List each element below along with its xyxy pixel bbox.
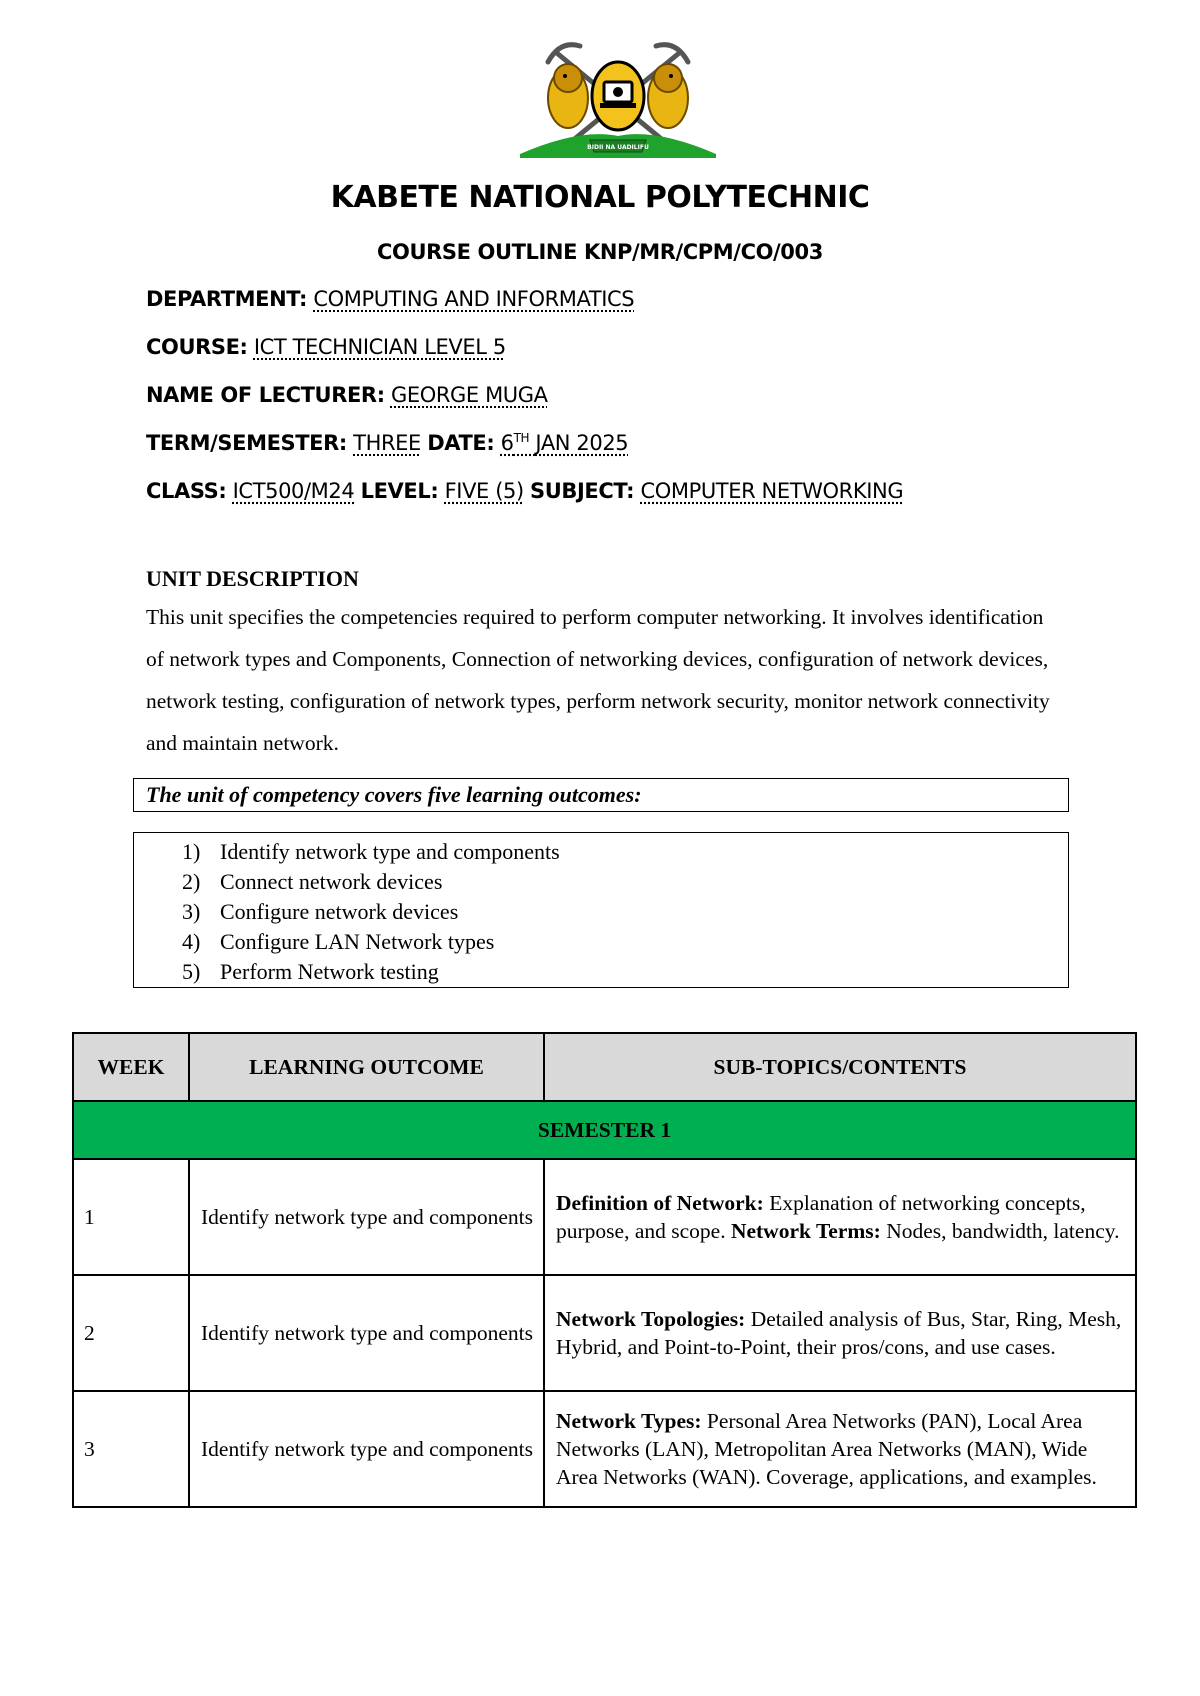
header-week: WEEK <box>73 1033 189 1101</box>
contents-text: Personal Area Networks (PAN), Local Area Networks (LAN), Metropolitan Area Networks (MAN), Wide Area Networks (WAN). Coverage, applications, and examples. <box>556 1409 1097 1489</box>
list-item <box>134 897 1068 927</box>
term-label: TERM/SEMESTER: <box>146 431 347 455</box>
shield-laptop-icon <box>592 62 644 130</box>
date-label: DATE: <box>427 431 495 455</box>
contents-bold: Network Topologies: <box>556 1307 746 1331</box>
contents-bold: Network Terms: <box>730 1219 881 1243</box>
term-value: THREE <box>353 431 421 455</box>
table-row <box>73 1275 1136 1391</box>
contents-text: Detailed analysis of Bus, Star, Ring, Mesh, Hybrid, and Point-to-Point, their pros/cons, and use cases. <box>556 1307 1122 1359</box>
table-header-row <box>73 1033 1136 1101</box>
semester-row <box>73 1101 1136 1159</box>
institution-title: KABETE NATIONAL POLYTECHNIC <box>330 180 870 215</box>
schedule-table <box>72 1032 1137 1508</box>
outcome-cell: Identify network type and components <box>189 1391 544 1507</box>
list-item <box>134 957 1068 987</box>
department-value: COMPUTING AND INFORMATICS <box>313 287 635 311</box>
contents-bold: Network Types: <box>556 1409 702 1433</box>
header-subtopics: SUB-TOPICS/CONTENTS <box>544 1033 1136 1101</box>
date-value <box>501 431 629 455</box>
class-label: CLASS: <box>146 479 227 503</box>
contents-cell <box>544 1159 1136 1275</box>
term-row <box>146 431 628 455</box>
subject-label: SUBJECT: <box>530 479 635 503</box>
date-suffix: TH <box>513 431 530 445</box>
lion-right-icon <box>648 64 688 128</box>
institution-logo <box>520 36 716 166</box>
list-item-text: Configure network devices <box>220 899 459 924</box>
course-value: ICT TECHNICIAN LEVEL 5 <box>253 335 506 359</box>
logo-motto: BIDII NA UADILIFU <box>587 144 649 151</box>
table-row <box>73 1391 1136 1507</box>
class-value: ICT500/M24 <box>232 479 355 503</box>
course-label: COURSE: <box>146 335 248 359</box>
outcomes-header: The unit of competency covers five learning outcomes: <box>133 778 1069 812</box>
contents-bold: Definition of Network: <box>556 1191 764 1215</box>
week-cell: 2 <box>73 1275 189 1391</box>
list-item-number: 5) <box>182 959 201 984</box>
week-cell: 1 <box>73 1159 189 1275</box>
list-item <box>134 867 1068 897</box>
outcomes-list <box>133 832 1069 988</box>
department-row <box>146 287 634 311</box>
semester-label: SEMESTER 1 <box>73 1101 1136 1159</box>
outcome-cell: Identify network type and components <box>189 1159 544 1275</box>
list-item-text: Identify network type and components <box>220 839 560 864</box>
lecturer-label: NAME OF LECTURER: <box>146 383 385 407</box>
list-item-text: Configure LAN Network types <box>220 929 495 954</box>
table-row <box>73 1159 1136 1275</box>
list-item-number: 4) <box>182 929 201 954</box>
date-rest: JAN 2025 <box>535 431 629 455</box>
contents-cell <box>544 1275 1136 1391</box>
list-item-text: Connect network devices <box>220 869 443 894</box>
course-row <box>146 335 506 359</box>
lecturer-row <box>146 383 548 407</box>
contents-cell <box>544 1391 1136 1507</box>
list-item-number: 1) <box>182 839 201 864</box>
list-item-text: Perform Network testing <box>220 959 439 984</box>
list-item-number: 3) <box>182 899 201 924</box>
list-item <box>134 927 1068 957</box>
list-item-number: 2) <box>182 869 201 894</box>
department-label: DEPARTMENT: <box>146 287 308 311</box>
contents-text: Explanation of networking concepts, purpose, and scope. <box>556 1191 1086 1243</box>
lecturer-value: GEORGE MUGA <box>390 383 548 407</box>
subject-value: COMPUTER NETWORKING <box>640 479 904 503</box>
lion-left-icon <box>548 64 588 128</box>
unit-description-heading: UNIT DESCRIPTION <box>146 566 359 591</box>
course-outline-code: COURSE OUTLINE KNP/MR/CPM/CO/003 <box>377 240 823 264</box>
list-item <box>134 837 1068 867</box>
contents-text: Nodes, bandwidth, latency. <box>880 1219 1120 1243</box>
date-day: 6 <box>500 431 514 455</box>
outcome-cell: Identify network type and components <box>189 1275 544 1391</box>
unit-description-text: This unit specifies the competencies required to perform computer networking. It involves identification of network types and Components, Connection of networking devices, configuration of network devices, network testing, configuration of network types, perform network security, monitor network connectivity and maintain network. <box>146 605 1050 755</box>
level-label: LEVEL: <box>360 479 439 503</box>
header-learning-outcome: LEARNING OUTCOME <box>189 1033 544 1101</box>
level-value: FIVE (5) <box>444 479 524 503</box>
class-row <box>146 479 903 503</box>
week-cell: 3 <box>73 1391 189 1507</box>
